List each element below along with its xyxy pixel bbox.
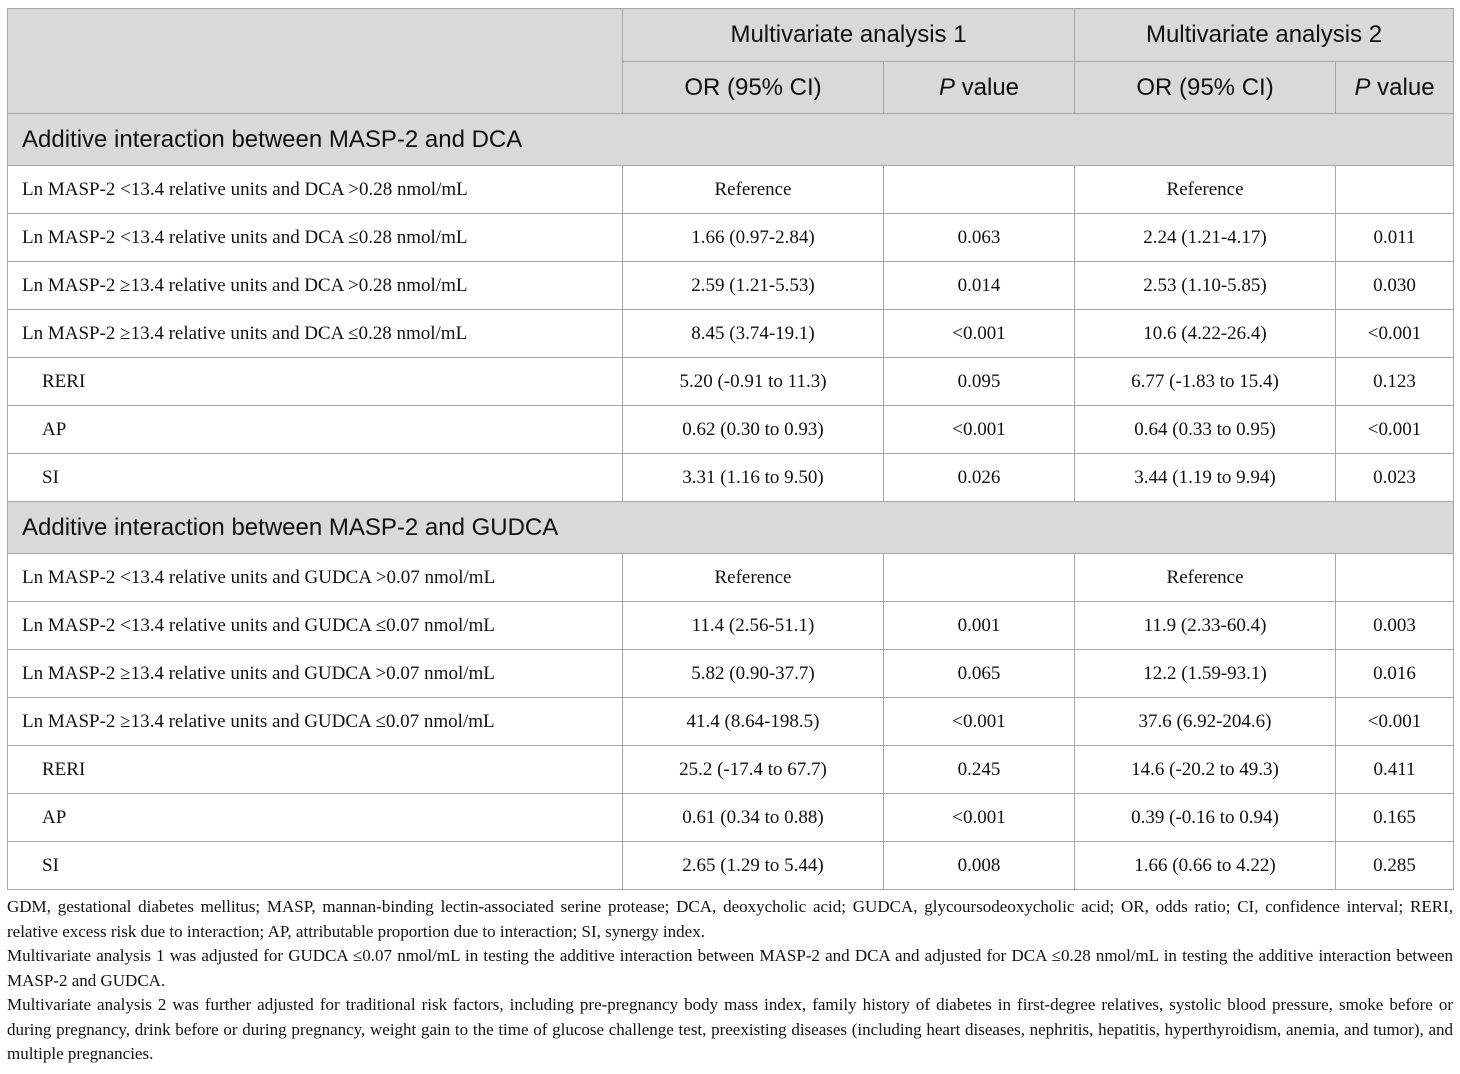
- or-ci-1: 2.65 (1.29 to 5.44): [623, 842, 884, 890]
- p-value-1: <0.001: [884, 794, 1075, 842]
- p-value-2: [1336, 166, 1454, 214]
- or-ci-1: 0.61 (0.34 to 0.88): [623, 794, 884, 842]
- section-title: Additive interaction between MASP-2 and GUDCA: [8, 502, 1454, 554]
- table-row: [8, 310, 1454, 358]
- or-ci-1: 11.4 (2.56-51.1): [623, 602, 884, 650]
- or-ci-2: 0.39 (-0.16 to 0.94): [1075, 794, 1336, 842]
- p-value-2: 0.003: [1336, 602, 1454, 650]
- p-value-2: 0.016: [1336, 650, 1454, 698]
- row-label: SI: [8, 842, 623, 890]
- p-value-2: 0.011: [1336, 214, 1454, 262]
- or-ci-2: 11.9 (2.33-60.4): [1075, 602, 1336, 650]
- table-row: [8, 262, 1454, 310]
- p-italic: P: [938, 73, 955, 101]
- p-rest: value: [1370, 73, 1435, 101]
- p-value-2: <0.001: [1336, 310, 1454, 358]
- or-ci-2: 10.6 (4.22-26.4): [1075, 310, 1336, 358]
- p-value-1: 0.063: [884, 214, 1075, 262]
- p-value-1: 0.245: [884, 746, 1075, 794]
- table-row: [8, 554, 1454, 602]
- row-label: Ln MASP-2 <13.4 relative units and DCA ≤0.28 nmol/mL: [8, 214, 623, 262]
- row-label: Ln MASP-2 ≥13.4 relative units and GUDCA >0.07 nmol/mL: [8, 650, 623, 698]
- or-ci-2: 2.53 (1.10-5.85): [1075, 262, 1336, 310]
- row-label: Ln MASP-2 <13.4 relative units and DCA >0.28 nmol/mL: [8, 166, 623, 214]
- p-value-2: 0.285: [1336, 842, 1454, 890]
- footnote-analysis-2: Multivariate analysis 2 was further adjusted for traditional risk factors, including pre-pregnancy body mass index, family history of diabetes in first-degree relatives, systolic blood pressure, smoke before or during pregnancy, drink before or during pregnancy, weight gain to the time of glucose challenge test, preexisting diseases (including heart diseases, nephritis, hepatitis, hyperthyroidism, anemia, and tumor), and multiple pregnancies.: [7, 995, 1453, 1063]
- or-ci-2: 14.6 (-20.2 to 49.3): [1075, 746, 1336, 794]
- p-value-2: <0.001: [1336, 698, 1454, 746]
- or-ci-1: 2.59 (1.21-5.53): [623, 262, 884, 310]
- header-or-1: OR (95% CI): [623, 62, 884, 114]
- table-row: [8, 698, 1454, 746]
- p-value-2: 0.165: [1336, 794, 1454, 842]
- or-ci-2: Reference: [1075, 554, 1336, 602]
- or-ci-1: 41.4 (8.64-198.5): [623, 698, 884, 746]
- or-ci-2: 3.44 (1.19 to 9.94): [1075, 454, 1336, 502]
- p-value-1: 0.001: [884, 602, 1075, 650]
- p-value-2: [1336, 554, 1454, 602]
- table-row: [8, 746, 1454, 794]
- row-label: Ln MASP-2 <13.4 relative units and GUDCA ≤0.07 nmol/mL: [8, 602, 623, 650]
- p-value-1: 0.026: [884, 454, 1075, 502]
- row-label: AP: [8, 406, 623, 454]
- header-or-2: OR (95% CI): [1075, 62, 1336, 114]
- table-row: [8, 214, 1454, 262]
- header-p-1: [884, 62, 1075, 114]
- p-value-2: 0.023: [1336, 454, 1454, 502]
- row-label: Ln MASP-2 ≥13.4 relative units and DCA ≤0.28 nmol/mL: [8, 310, 623, 358]
- results-table-container: [7, 8, 1453, 890]
- p-value-1: [884, 554, 1075, 602]
- row-label: RERI: [8, 746, 623, 794]
- table-row: [8, 842, 1454, 890]
- or-ci-1: 5.82 (0.90-37.7): [623, 650, 884, 698]
- table-row: [8, 454, 1454, 502]
- p-value-1: <0.001: [884, 310, 1075, 358]
- or-ci-2: 2.24 (1.21-4.17): [1075, 214, 1336, 262]
- p-value-1: <0.001: [884, 698, 1075, 746]
- footnote-analysis-1: Multivariate analysis 1 was adjusted for GUDCA ≤0.07 nmol/mL in testing the additive interaction between MASP-2 and DCA and adjusted for DCA ≤0.28 nmol/mL in testing the additive interaction between MASP-2 and GUDCA.: [7, 946, 1453, 990]
- or-ci-2: 37.6 (6.92-204.6): [1075, 698, 1336, 746]
- row-label: RERI: [8, 358, 623, 406]
- interaction-table: [7, 8, 1454, 890]
- row-label: Ln MASP-2 <13.4 relative units and GUDCA >0.07 nmol/mL: [8, 554, 623, 602]
- p-rest: value: [954, 73, 1020, 101]
- p-value-1: <0.001: [884, 406, 1075, 454]
- or-ci-2: 6.77 (-1.83 to 15.4): [1075, 358, 1336, 406]
- p-value-1: 0.065: [884, 650, 1075, 698]
- or-ci-1: 8.45 (3.74-19.1): [623, 310, 884, 358]
- or-ci-1: 0.62 (0.30 to 0.93): [623, 406, 884, 454]
- table-row: [8, 650, 1454, 698]
- or-ci-1: 3.31 (1.16 to 9.50): [623, 454, 884, 502]
- row-label: SI: [8, 454, 623, 502]
- section-title: Additive interaction between MASP-2 and DCA: [8, 114, 1454, 166]
- or-ci-1: Reference: [623, 166, 884, 214]
- row-label: Ln MASP-2 ≥13.4 relative units and GUDCA ≤0.07 nmol/mL: [8, 698, 623, 746]
- or-ci-2: 1.66 (0.66 to 4.22): [1075, 842, 1336, 890]
- p-value-1: 0.014: [884, 262, 1075, 310]
- table-row: [8, 166, 1454, 214]
- or-ci-1: 5.20 (-0.91 to 11.3): [623, 358, 884, 406]
- header-group-2: Multivariate analysis 2: [1075, 9, 1454, 62]
- p-value-2: 0.123: [1336, 358, 1454, 406]
- or-ci-2: 0.64 (0.33 to 0.95): [1075, 406, 1336, 454]
- row-label: AP: [8, 794, 623, 842]
- p-value-2: 0.030: [1336, 262, 1454, 310]
- or-ci-1: 1.66 (0.97-2.84): [623, 214, 884, 262]
- or-ci-2: 12.2 (1.59-93.1): [1075, 650, 1336, 698]
- p-value-1: 0.008: [884, 842, 1075, 890]
- p-value-1: [884, 166, 1075, 214]
- or-ci-1: 25.2 (-17.4 to 67.7): [623, 746, 884, 794]
- table-header: [8, 9, 1454, 114]
- p-italic: P: [1354, 73, 1371, 101]
- p-value-2: 0.411: [1336, 746, 1454, 794]
- table-row: [8, 358, 1454, 406]
- table-row: [8, 406, 1454, 454]
- header-p-2: [1336, 62, 1454, 114]
- table-row: [8, 602, 1454, 650]
- p-value-1: 0.095: [884, 358, 1075, 406]
- table-footnotes: [7, 895, 1453, 1067]
- section-header-row: [8, 114, 1454, 166]
- or-ci-1: Reference: [623, 554, 884, 602]
- row-label: Ln MASP-2 ≥13.4 relative units and DCA >0.28 nmol/mL: [8, 262, 623, 310]
- footnote-abbreviations: GDM, gestational diabetes mellitus; MASP, mannan-binding lectin-associated serine protease; DCA, deoxycholic acid; GUDCA, glycoursodeoxycholic acid; OR, odds ratio; CI, confidence interval; RERI, relative excess risk due to interaction; AP, attributable proportion due to interaction; SI, synergy index.: [7, 897, 1453, 941]
- or-ci-2: Reference: [1075, 166, 1336, 214]
- header-blank-cell: [8, 9, 623, 114]
- header-group-1: Multivariate analysis 1: [623, 9, 1075, 62]
- section-header-row: [8, 502, 1454, 554]
- table-body: [8, 114, 1454, 890]
- p-value-2: <0.001: [1336, 406, 1454, 454]
- table-row: [8, 794, 1454, 842]
